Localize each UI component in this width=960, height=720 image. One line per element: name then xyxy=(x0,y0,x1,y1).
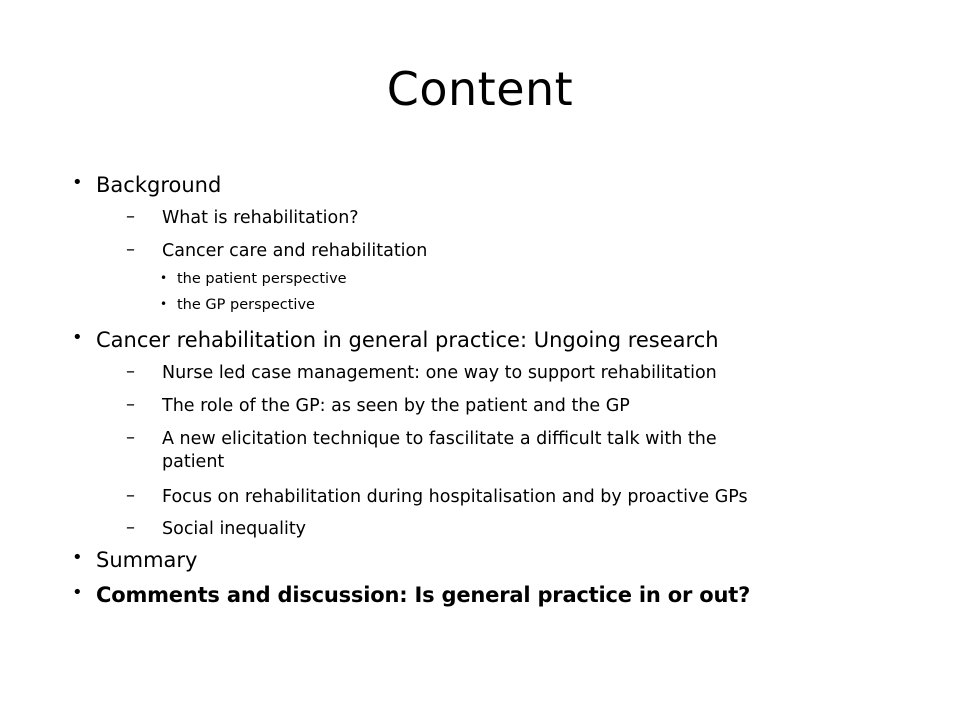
dash-icon: – xyxy=(126,427,135,448)
sub-item-cancer-care: Cancer care and rehabilitation xyxy=(162,241,428,261)
dash-icon: – xyxy=(126,517,135,538)
sub-item-nurse-led: Nurse led case management: one way to support rehabilitation xyxy=(162,363,717,383)
dash-icon: – xyxy=(126,394,135,415)
dash-icon: – xyxy=(126,361,135,382)
sub-sub-item-gp-perspective: the GP perspective xyxy=(177,297,315,313)
bullet-icon: • xyxy=(72,172,83,193)
bullet-icon: • xyxy=(160,297,168,311)
list-item-background: Background xyxy=(96,173,222,197)
list-item-comments-discussion: Comments and discussion: Is general practice in or out? xyxy=(96,583,751,607)
sub-item-role-of-gp: The role of the GP: as seen by the patient and the GP xyxy=(162,396,630,416)
sub-sub-item-patient-perspective: the patient perspective xyxy=(177,271,347,287)
sub-item-focus-on-rehabilitation: Focus on rehabilitation during hospitalisation and by proactive GPs xyxy=(162,487,748,507)
sub-item-what-is-rehabilitation: What is rehabilitation? xyxy=(162,208,359,228)
sub-item-elicitation-technique-continuation: patient xyxy=(162,452,225,472)
bullet-icon: • xyxy=(72,547,83,568)
list-item-cancer-rehabilitation: Cancer rehabilitation in general practice: Ungoing research xyxy=(96,328,719,352)
dash-icon: – xyxy=(126,485,135,506)
bullet-icon: • xyxy=(160,271,168,285)
sub-item-social-inequality: Social inequality xyxy=(162,519,307,539)
list-item-summary: Summary xyxy=(96,548,198,572)
bullet-icon: • xyxy=(72,582,83,603)
sub-item-elicitation-technique: A new elicitation technique to fascilitate a difficult talk with the xyxy=(162,429,717,449)
slide-title: Content xyxy=(386,62,574,116)
dash-icon: – xyxy=(126,239,135,260)
bullet-icon: • xyxy=(72,327,83,348)
dash-icon: – xyxy=(126,206,135,227)
